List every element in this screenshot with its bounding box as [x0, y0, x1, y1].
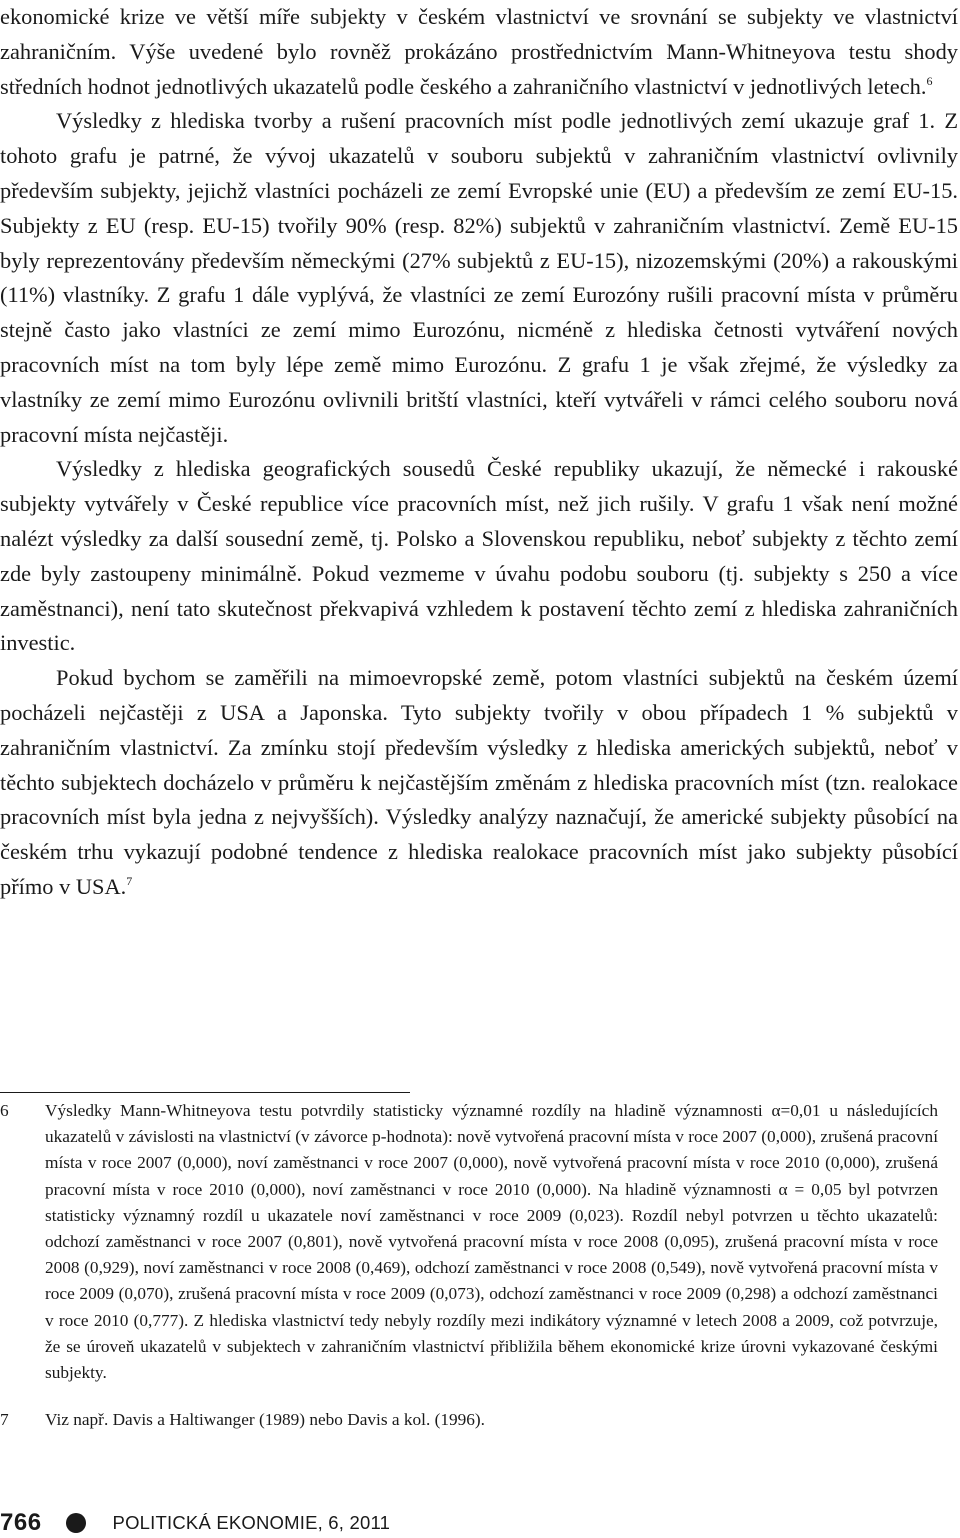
- paragraph-1-text: ekonomické krize ve větší míře subjekty v českém vlastnictví ve srovnání se subjekty ve vlastnictví zahraničním. Výše uvedené bylo rovněž prokázáno prostřednictvím Mann-Whitneyova testu shody středních hodnot jednotlivých ukazatelů podle českého a zahraničního vlastnictví v jednotlivých letech.: [0, 4, 958, 99]
- footnote-text: Viz např. Davis a Haltiwanger (1989) nebo Davis a kol. (1996).: [45, 1410, 485, 1430]
- footnote-ref-6[interactable]: 6: [926, 73, 933, 88]
- bullet-dot-icon: [66, 1513, 86, 1533]
- paragraph-3: Výsledky z hlediska geografických sousedů České republiky ukazují, že německé i rakouské subjekty vytvářely v České republice více pracovních míst, než jich rušily. V grafu 1 však není možné nalézt výsledky za další sousední země, tj. Polsko a Slovenskou republiku, neboť subjekty z těchto zemí zde byly zastoupeny minimálně. Pokud vezmeme v úvahu podobu souboru (tj. subjekty s 250 a více zaměstnanci), není tato skutečnost překvapivá vzhledem k postavení těchto zemí z hlediska zahraničních investic.: [0, 456, 958, 656]
- journal-name: POLITICKÁ EKONOMIE, 6, 2011: [112, 1512, 391, 1533]
- page-number: 766: [0, 1509, 42, 1536]
- footnote-ref-7[interactable]: 7: [126, 873, 133, 888]
- footnote-text: Výsledky Mann-Whitneyova testu potvrdily statisticky významné rozdíly na hladině významnosti α=0,01 u následujících ukazatelů v závislosti na vlastnictví (v závorce p-hodnota): nově vytvořená pracovní místa v roce 2007 (0,000), zrušená pracovní místa v roce 2007 (0,000), noví zaměstnanci v roce 2007 (0,000), nově vytvořená pracovní místa v roce 2010 (0,000), zrušená pracovní místa v roce 2010 (0,000), noví zaměstnanci v roce 2010 (0,000). Na hladině významnosti α = 0,05 byl potvrzen statisticky významný rozdíl u ukazatele noví zaměstnanci v roce 2009 (0,023). Rozdíl nebyl potvrzen u těchto ukazatelů: odchozí zaměstnanci v roce 2007 (0,801), nově vytvořená pracovní místa v roce 2008 (0,095), zrušená pracovní místa v roce 2008 (0,929), noví zaměstnanci v roce 2008 (0,469), odchozí zaměstnanci v roce 2008 (0,549), nově vytvořená pracovní místa v roce 2009 (0,070), zrušená pracovní místa v roce 2009 (0,073), odchozí zaměstnanci v roce 2009 (0,298) a odchozí zaměstnanci v roce 2010 (0,777). Z hlediska vlastnictví tedy nebyly rozdíly mezi indikátory významné v letech 2008 a 2009, což potvrzuje, že se úroveň ukazatelů v subjektech v zahraničním vlastnictví přibližila během ekonomické krize úrovni vykazované českými subjekty.: [45, 1101, 938, 1383]
- footnote-7: [0, 1407, 938, 1433]
- footnotes: [0, 1098, 938, 1433]
- footnote-number: 6: [0, 1101, 9, 1120]
- paragraph-4: [0, 661, 958, 905]
- footnote-divider: [0, 1092, 410, 1093]
- paragraph-2: Výsledky z hlediska tvorby a rušení pracovních míst podle jednotlivých zemí ukazuje graf 1. Z tohoto grafu je patrné, že vývoj ukazatelů v souboru subjektů v zahraničním vlastnictví ovlivnily především subjekty, jejichž vlastníci pocházeli ze zemí Evropské unie (EU) a především ze zemí EU-15. Subjekty z EU (resp. EU-15) tvořily 90% (resp. 82%) subjektů v zahraničním vlastnictví. Země EU-15 byly reprezentovány především německými (27% subjektů z EU-15), nizozemskými (20%) a rakouskými (11%) vlastníky. Z grafu 1 dále vyplývá, že vlastníci ze zemí Eurozóny rušili pracovní místa v průměru stejně často jako vlastníci ze zemí mimo Eurozónu, nicméně z hlediska četnosti vytváření nových pracovních míst na tom byly lépe země mimo Eurozónu. Z grafu 1 je však zřejmé, že výsledky za vlastníky ze zemí mimo Eurozónu ovlivnili britští vlastníci, kteří vytvářeli v rámci celého souboru nová pracovní místa nejčastěji.: [0, 108, 958, 447]
- footnote-6: [0, 1098, 938, 1386]
- paragraph-1: [0, 0, 958, 104]
- paragraph-4-text: Pokud bychom se zaměřili na mimoevropské země, potom vlastníci subjektů na českém území pocházeli nejčastěji z USA a Japonska. Tyto subjekty tvořily v obou případech 1 % subjektů v zahraničním vlastnictví. Za zmínku stojí především výsledky z hlediska amerických subjektů, neboť v těchto subjektech docházelo v průměru k nejčastějším změnám z hlediska pracovních míst (tzn. realokace pracovních míst byla jedna z nejvyšších). Výsledky analýzy naznačují, že americké subjekty působící na českém trhu vykazují podobné tendence z hlediska realokace pracovních míst jako subjekty působící přímo v USA.: [0, 665, 958, 899]
- footnote-number: 7: [0, 1410, 9, 1430]
- page-footer: [0, 1508, 390, 1538]
